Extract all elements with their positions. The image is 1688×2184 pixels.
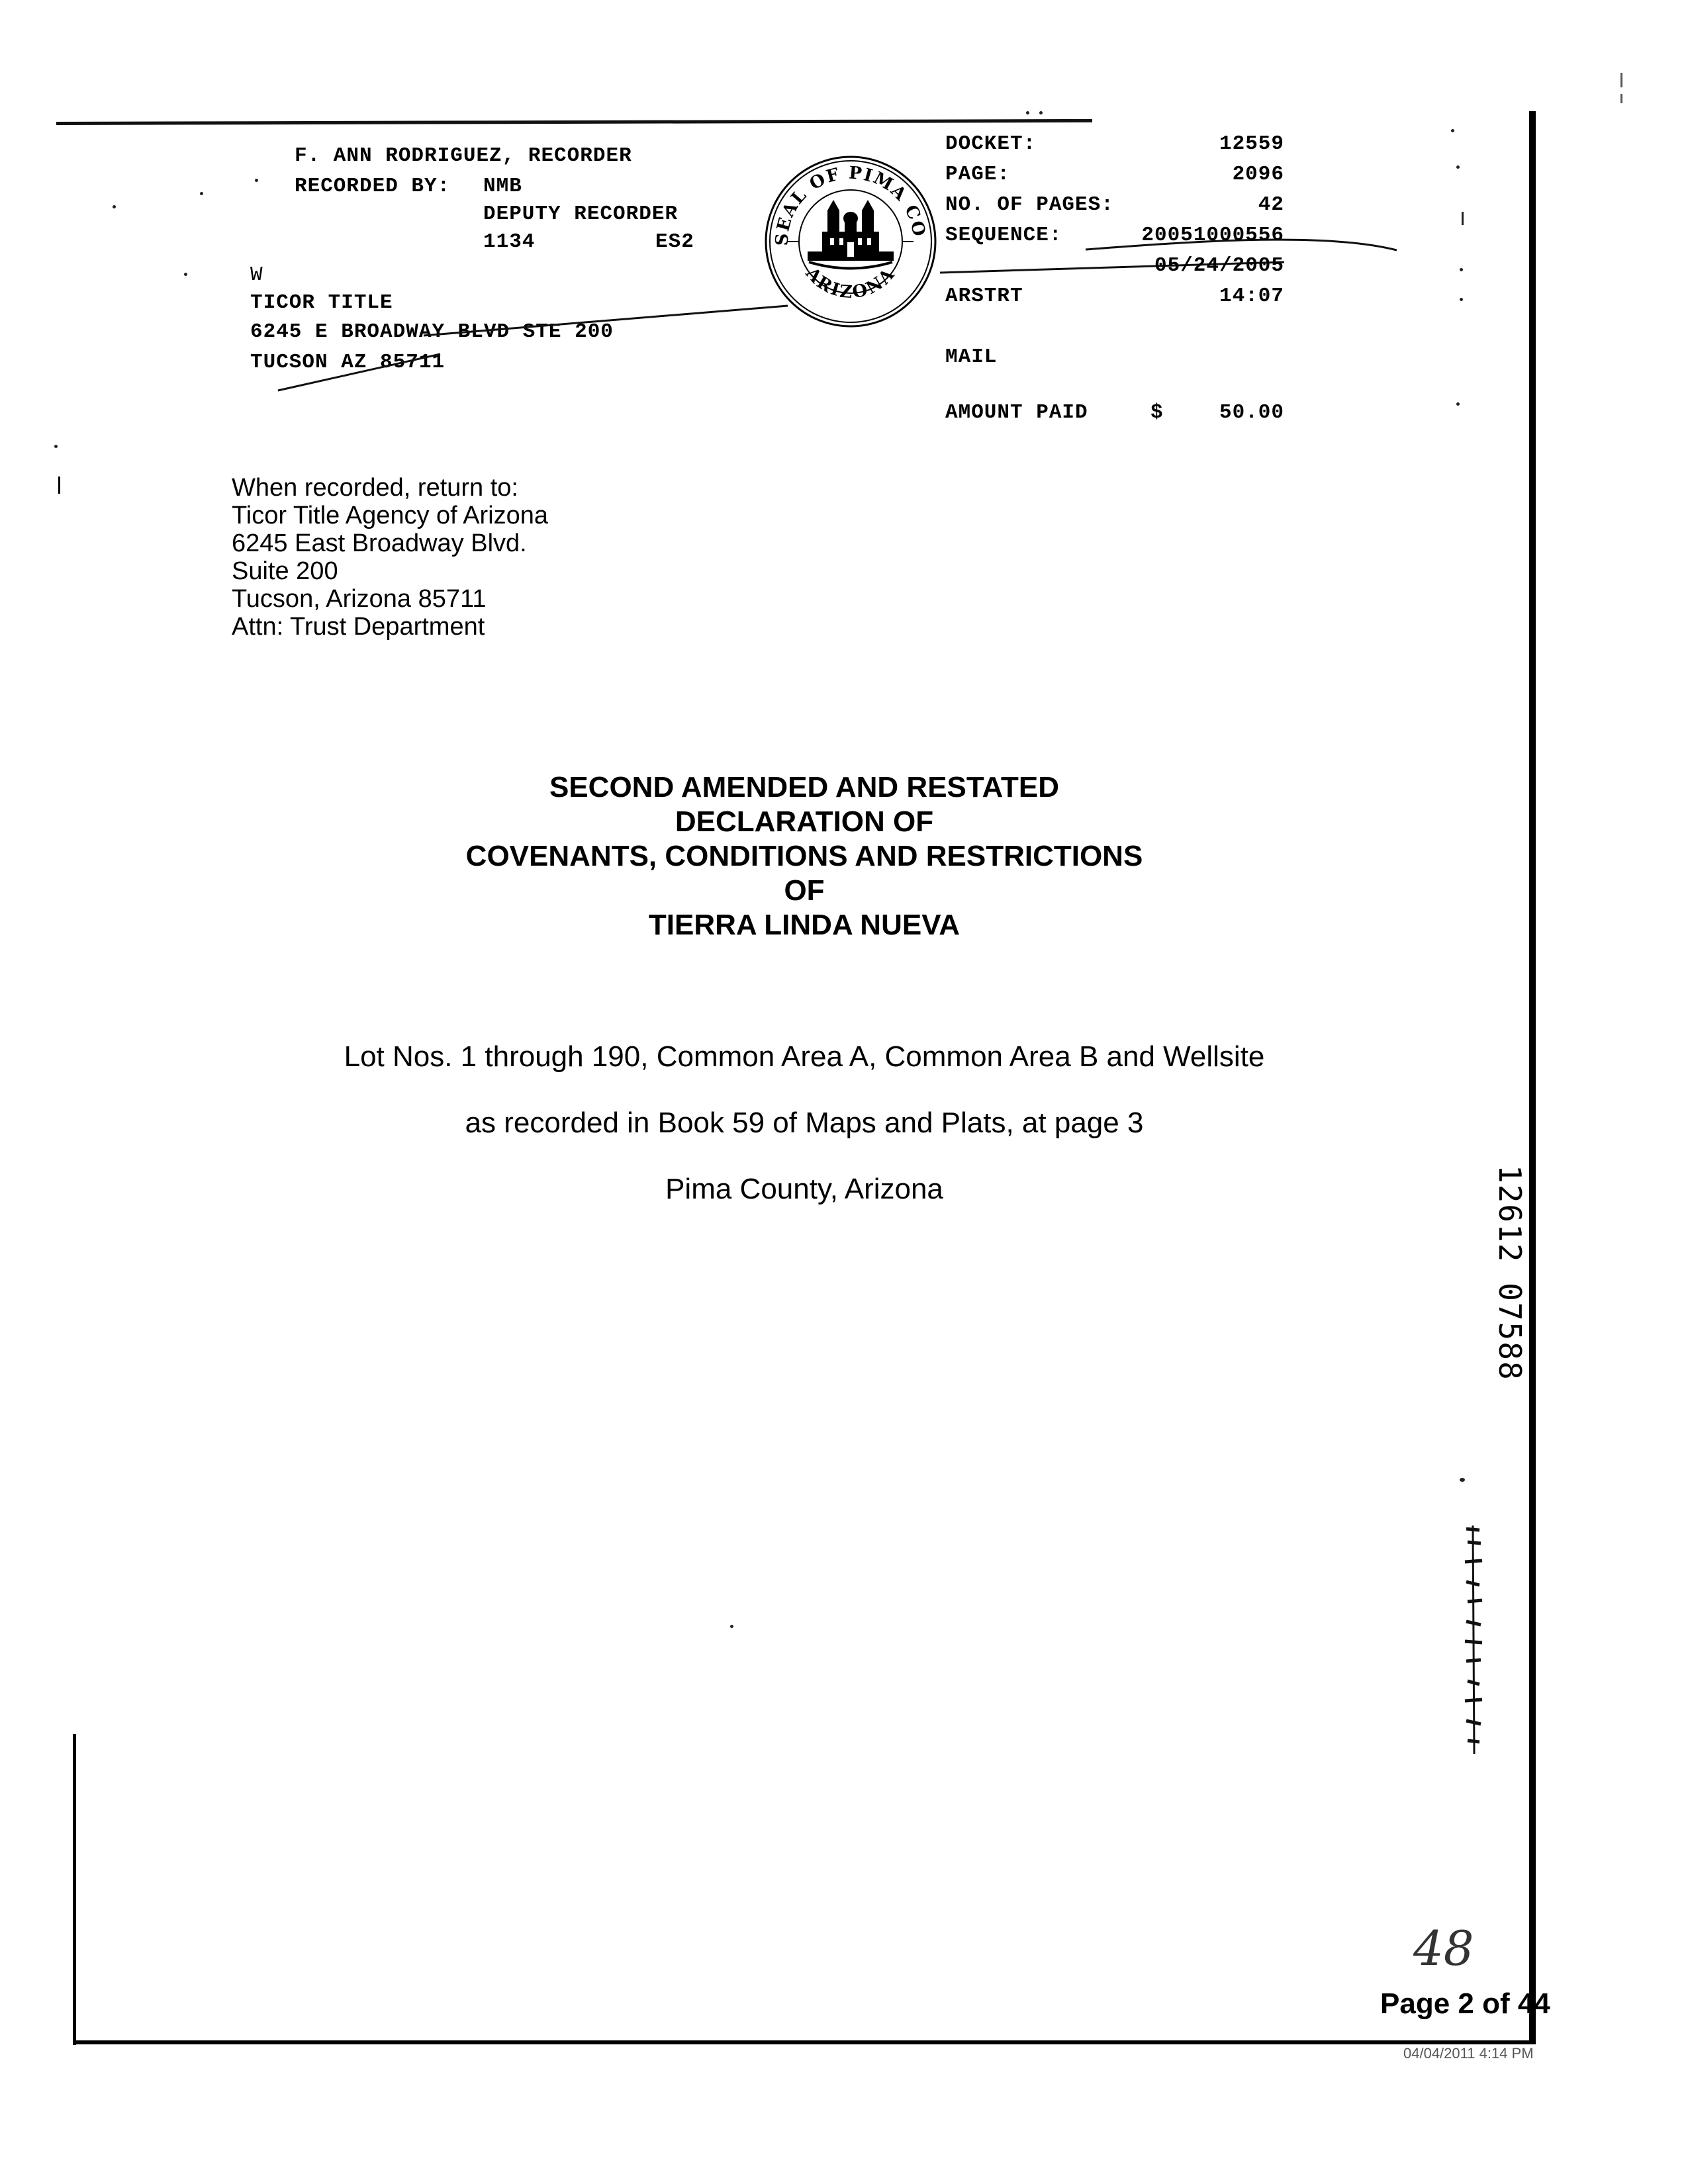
return-to-company: Ticor Title Agency of Arizona <box>232 502 549 529</box>
docket-label: DOCKET: <box>945 132 1037 156</box>
recorder-name: F. ANN RODRIGUEZ, RECORDER <box>295 144 632 167</box>
return-to-block <box>232 474 548 641</box>
deputy-recorder-label: DEPUTY RECORDER <box>483 203 679 226</box>
scan-speck <box>730 1625 733 1628</box>
document-type-code: ARSTRT <box>945 285 1023 308</box>
scribble-mark <box>1453 1522 1493 1760</box>
left-border <box>73 1734 76 2045</box>
recording-time: 14:07 <box>1219 285 1284 308</box>
city-text: TUCSON <box>250 351 342 374</box>
return-to-city: Tucson, Arizona 85711 <box>232 585 487 613</box>
street-text-end: 200 <box>561 320 614 343</box>
title-line: OF <box>784 874 825 907</box>
print-timestamp: 04/04/2011 4:14 PM <box>1403 2045 1534 2062</box>
page-value: 2096 <box>1232 163 1284 186</box>
county-seal-icon <box>761 152 940 331</box>
handwritten-number: 48 <box>1413 1921 1474 1976</box>
amount-paid-label: AMOUNT PAID <box>945 401 1088 424</box>
left-margin-tick <box>58 477 60 494</box>
city-strike-line <box>278 354 440 390</box>
scan-speck <box>1460 1478 1465 1482</box>
document-title <box>0 770 1609 942</box>
page-label: PAGE: <box>945 163 1011 186</box>
address-strike-line <box>424 306 788 336</box>
city-struck-text: AZ 8 <box>341 351 393 374</box>
sequence-label: SEQUENCE: <box>945 224 1062 247</box>
title-line: DECLARATION OF <box>675 805 934 838</box>
page-label: Page 2 of 44 <box>1380 1987 1550 2020</box>
w-mark: W <box>250 263 263 287</box>
docket-value: 12559 <box>1219 132 1284 156</box>
street-struck-text: BLVD STE <box>457 320 562 343</box>
property-county: Pima County, Arizona <box>665 1173 943 1205</box>
recording-date: 05/24/2005 <box>1154 254 1284 277</box>
title-company-name: TICOR TITLE <box>250 291 393 314</box>
property-lots: Lot Nos. 1 through 190, Common Area A, Common Area B and Wellsite <box>344 1040 1265 1073</box>
bottom-rule <box>73 2040 1536 2044</box>
amount-currency: $ <box>1150 401 1164 424</box>
pages-label: NO. OF PAGES: <box>945 193 1114 216</box>
mail-label: MAIL <box>945 345 998 369</box>
recorded-by-value: NMB <box>483 175 522 198</box>
svg-text:THE SEAL OF PIMA COUNTY: SEAL OF PIMA CO <box>772 163 929 246</box>
recording-info <box>945 132 1284 437</box>
title-line: TIERRA LINDA NUEVA <box>648 909 961 941</box>
return-to-attention: Attn: Trust Department <box>232 613 485 641</box>
street-text: 6245 E BROADWAY <box>250 320 458 343</box>
return-to-suite: Suite 200 <box>232 557 338 585</box>
amount-paid-value: 50.00 <box>1219 401 1284 424</box>
recorded-by-label: RECORDED BY: <box>295 175 451 198</box>
city-text-end: 5711 <box>393 351 445 374</box>
sequence-value: 20051000556 <box>1141 224 1284 247</box>
property-book: as recorded in Book 59 of Maps and Plats, at page 3 <box>465 1107 1144 1139</box>
title-line: COVENANTS, CONDITIONS AND RESTRICTIONS <box>465 840 1143 872</box>
return-to-heading: When recorded, return to: <box>232 474 518 502</box>
recorder-code-2: ES2 <box>655 230 694 253</box>
title-line: SECOND AMENDED AND RESTATED <box>549 771 1060 803</box>
vertical-margin-number: 12612 07588 <box>1492 1165 1528 1381</box>
pages-value: 42 <box>1258 193 1284 216</box>
recorder-code-1: 1134 <box>483 230 536 253</box>
svg-text:ARIZONA: ARIZONA <box>802 263 900 303</box>
return-to-street: 6245 East Broadway Blvd. <box>232 529 527 557</box>
